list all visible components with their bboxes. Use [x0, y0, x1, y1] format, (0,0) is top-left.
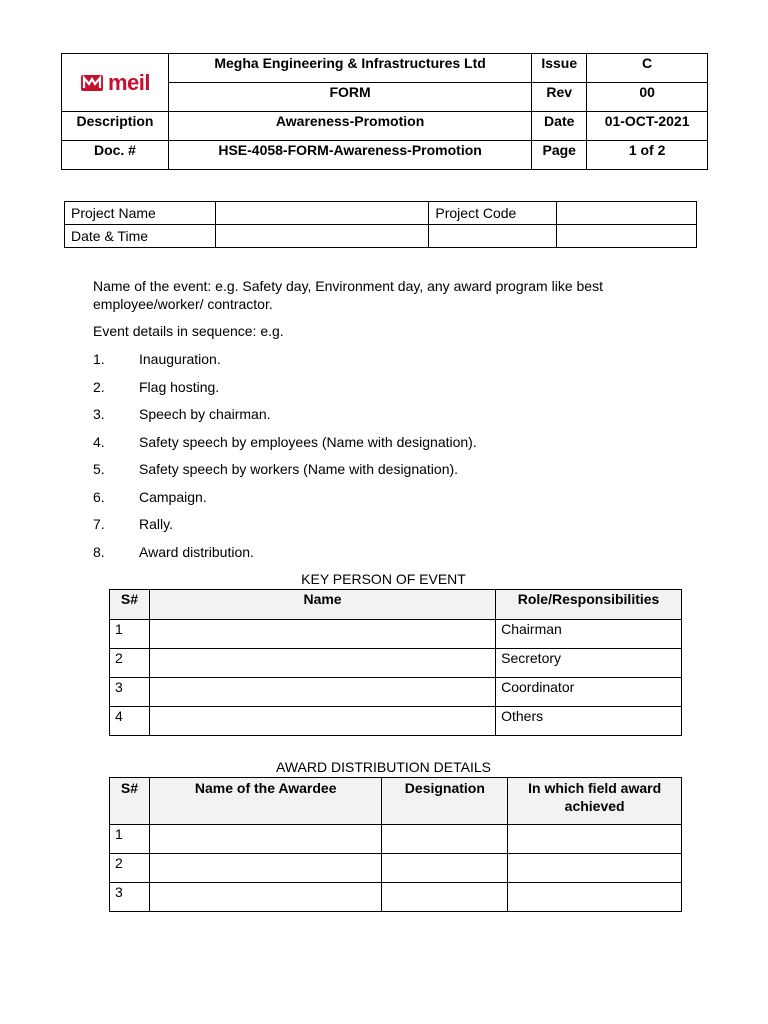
column-header-awardee: Name of the Awardee: [149, 778, 382, 825]
award-distribution-table: [109, 777, 682, 912]
page-label: Page: [532, 141, 587, 170]
key-person-table: [109, 589, 682, 736]
column-header-sn: S#: [110, 778, 150, 825]
row-sn: 1: [110, 825, 150, 854]
list-item: 6. Campaign.: [93, 489, 207, 505]
table-row: [110, 620, 682, 649]
project-name-field[interactable]: [215, 202, 429, 225]
column-header-role: Role/Responsibilities: [496, 590, 682, 620]
description-value: Awareness-Promotion: [168, 112, 531, 141]
company-logo-cell: [62, 54, 169, 112]
table-row: [110, 707, 682, 736]
list-item: 2. Flag hosting.: [93, 379, 220, 395]
page-value: 1 of 2: [587, 141, 708, 170]
awardee-field[interactable]: [149, 854, 382, 883]
date-time-field[interactable]: [215, 225, 429, 248]
row-sn: 1: [110, 620, 150, 649]
rev-value: 00: [587, 83, 708, 112]
awardee-field[interactable]: [149, 883, 382, 912]
list-item: 8. Award distribution.: [93, 544, 254, 560]
row-sn: 2: [110, 649, 150, 678]
project-name-label: Project Name: [65, 202, 216, 225]
award-field-field[interactable]: [508, 854, 682, 883]
company-name: Megha Engineering & Infrastructures Ltd: [168, 54, 531, 83]
row-sn: 3: [110, 883, 150, 912]
date-time-extra-field-2[interactable]: [557, 225, 697, 248]
rev-label: Rev: [532, 83, 587, 112]
list-item: 1. Inauguration.: [93, 351, 221, 367]
row-sn: 3: [110, 678, 150, 707]
name-field[interactable]: [149, 620, 495, 649]
table-row: [110, 825, 682, 854]
description-label: Description: [62, 112, 169, 141]
award-caption: AWARD DISTRIBUTION DETAILS: [276, 759, 491, 775]
award-field-field[interactable]: [508, 883, 682, 912]
project-info-table: [64, 201, 697, 248]
doc-number-label: Doc. #: [62, 141, 169, 170]
designation-field[interactable]: [382, 854, 508, 883]
list-item: 5. Safety speech by workers (Name with designation).: [93, 461, 459, 477]
name-field[interactable]: [149, 678, 495, 707]
role-cell: Chairman: [496, 620, 682, 649]
list-item: 4. Safety speech by employees (Name with designation).: [93, 434, 477, 450]
logo-text: meil: [107, 69, 150, 95]
list-item: 7. Rally.: [93, 516, 173, 532]
table-row: [110, 678, 682, 707]
date-time-label: Date & Time: [65, 225, 216, 248]
table-row: [110, 883, 682, 912]
date-value: 01-OCT-2021: [587, 112, 708, 141]
date-time-extra-field[interactable]: [429, 225, 557, 248]
role-cell: Others: [496, 707, 682, 736]
column-header-sn: S#: [110, 590, 150, 620]
company-logo: [62, 70, 168, 96]
form-label: FORM: [168, 83, 531, 112]
name-field[interactable]: [149, 707, 495, 736]
award-field-field[interactable]: [508, 825, 682, 854]
meil-logo-icon: [80, 73, 104, 93]
name-field[interactable]: [149, 649, 495, 678]
list-item: 3. Speech by chairman.: [93, 406, 271, 422]
key-person-caption: KEY PERSON OF EVENT: [301, 571, 466, 587]
role-cell: Coordinator: [496, 678, 682, 707]
column-header-designation: Designation: [382, 778, 508, 825]
table-row: [110, 854, 682, 883]
doc-number-value: HSE-4058-FORM-Awareness-Promotion: [168, 141, 531, 170]
date-label: Date: [532, 112, 587, 141]
designation-field[interactable]: [382, 825, 508, 854]
event-name-text: Name of the event: e.g. Safety day, Environment day, any award program like best employee/worker/ contractor.: [93, 278, 603, 312]
table-row: [110, 649, 682, 678]
column-header-field: In which field award achieved: [508, 778, 682, 825]
awardee-field[interactable]: [149, 825, 382, 854]
document-header-table: [61, 53, 708, 170]
issue-label: Issue: [532, 54, 587, 83]
column-header-name: Name: [149, 590, 495, 620]
role-cell: Secretory: [496, 649, 682, 678]
row-sn: 4: [110, 707, 150, 736]
issue-value: C: [587, 54, 708, 83]
event-details-text: Event details in sequence: e.g.: [93, 323, 284, 339]
row-sn: 2: [110, 854, 150, 883]
project-code-label: Project Code: [429, 202, 557, 225]
designation-field[interactable]: [382, 883, 508, 912]
project-code-field[interactable]: [557, 202, 697, 225]
